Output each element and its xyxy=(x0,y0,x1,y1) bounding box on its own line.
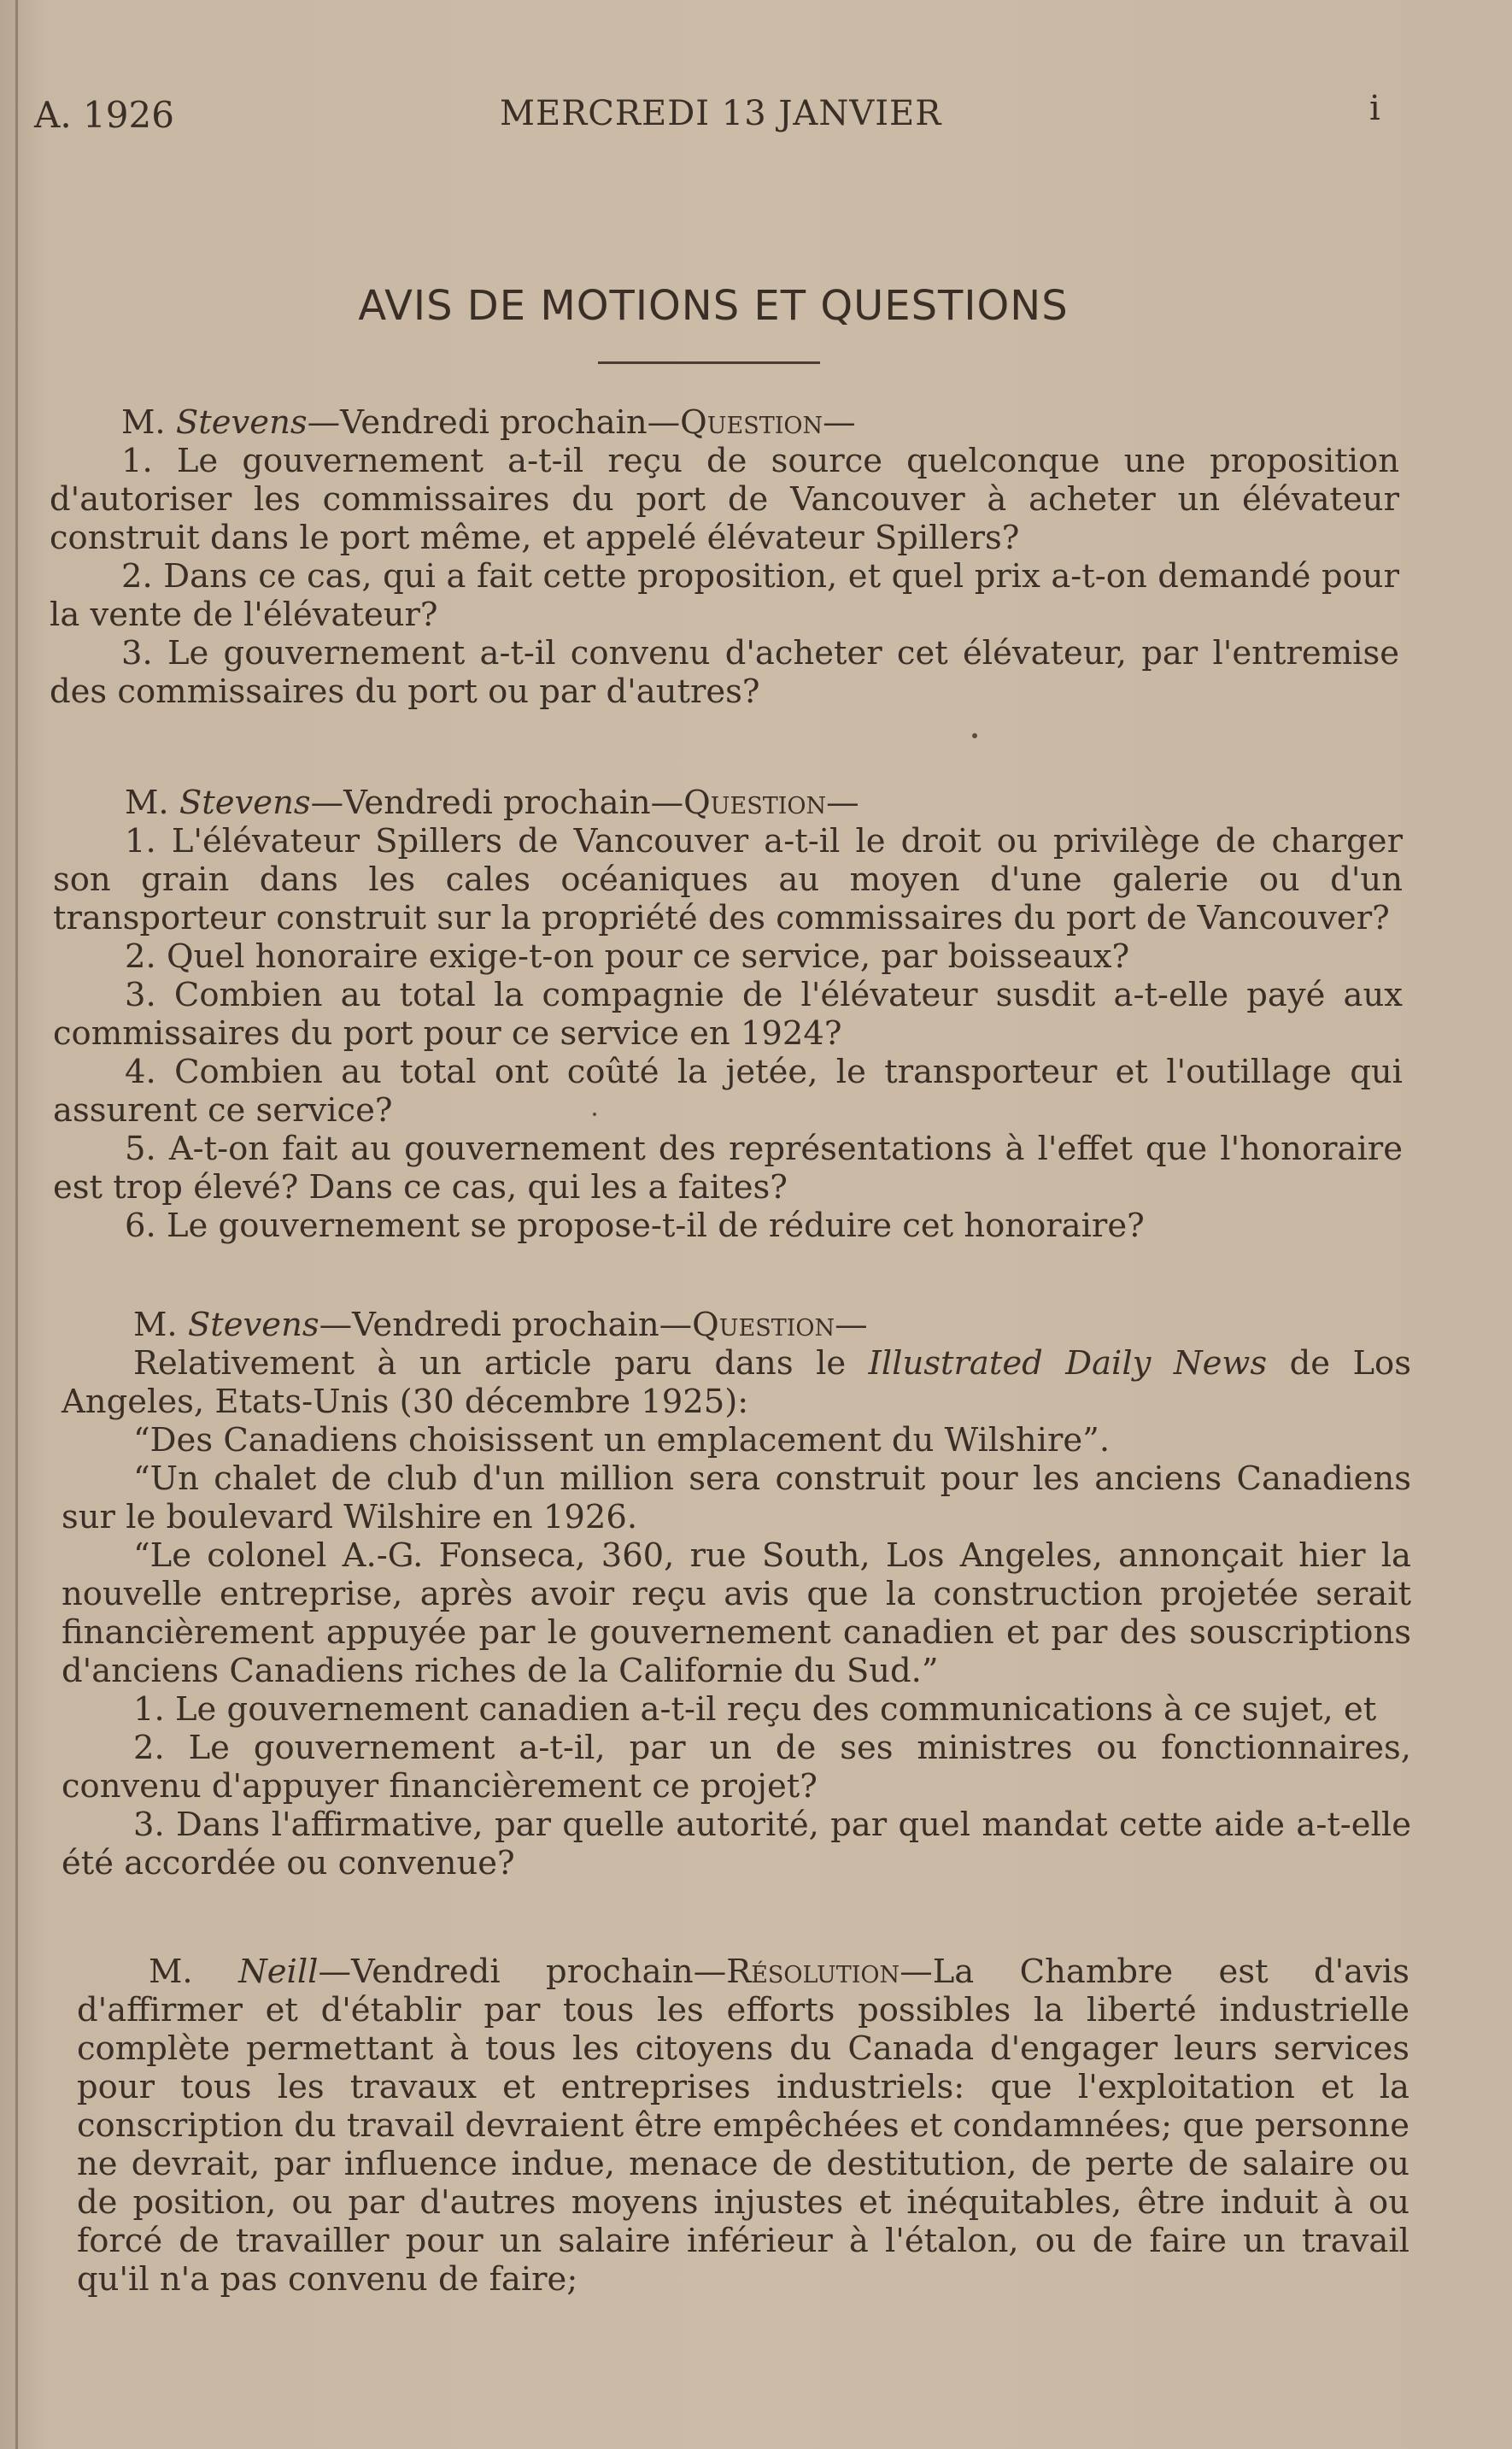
quoted-text: “Des Canadiens choisissent un emplacement du Wilshire”. xyxy=(133,1421,1111,1459)
question-item: 3. Le gouvernement a-t-il convenu d'acheter cet élévateur, par l'entremise des commissaires du port ou par d'autres? xyxy=(50,634,1399,711)
question-block-3 xyxy=(62,1306,1411,1882)
quoted-text: “Un chalet de club d'un million sera construit pour les anciens Canadiens sur le boulevard Wilshire en 1926. xyxy=(62,1459,1411,1536)
question-item: 2. Quel honoraire exige-t-on pour ce service, par boisseaux? xyxy=(125,937,1130,976)
question-item: 3. Combien au total la compagnie de l'élévateur susdit a-t-elle payé aux commissaires du port pour ce service en 1924? xyxy=(53,976,1403,1053)
newspaper-name: Illustrated Daily News xyxy=(868,1344,1268,1383)
member-name: Neill xyxy=(238,1953,319,1991)
resolution-block xyxy=(77,1953,1409,2299)
question-item: 1. Le gouvernement a-t-il reçu de source quelconque une proposition d'autoriser les commissaires du port de Vancouver à acheter un élévateur construit dans le port même, et appelé élévateur Spillers? xyxy=(50,442,1399,557)
page-title: AVIS DE MOTIONS ET QUESTIONS xyxy=(358,282,1069,330)
header-page-number: i xyxy=(1369,89,1380,128)
question-intro: Relativement à un article paru dans le Illustrated Daily News de Los Angeles, Etats-Unis (30 décembre 1925): xyxy=(62,1344,1411,1421)
question-item: 4. Combien au total ont coûté la jetée, le transporteur et l'outillage qui assurent ce service? xyxy=(53,1053,1403,1130)
header-session: A. 1926 xyxy=(34,94,174,136)
question-item: 1. Le gouvernement canadien a-t-il reçu des communications à ce sujet, et xyxy=(133,1690,1377,1729)
question-item: 3. Dans l'affirmative, par quelle autorité, par quel mandat cette aide a-t-elle été accordée ou convenue? xyxy=(62,1806,1411,1882)
resolution-text: M. Neill—Vendredi prochain—Résolution—La Chambre est d'avis d'affirmer et d'établir par tous les efforts possibles la liberté industrielle complète permettant à tous les citoyens du Canada d'engager leurs services pour tous les travaux et entreprises industriels: que l'exploitation et la conscription du travail devraient être empêchées et condamnées; que personne ne devrait, par influence indue, menace de destitution, de perte de salaire ou de position, ou par d'autres moyens injustes et inéquitables, être induit à ou forcé de travailler pour un salaire inférieur à l'étalon, ou de faire un travail qu'il n'a pas convenu de faire; xyxy=(77,1953,1409,2299)
question-heading: M. Stevens—Vendredi prochain—Question— xyxy=(125,784,859,822)
question-item: 2. Le gouvernement a-t-il, par un de ses ministres ou fonctionnaires, convenu d'appuyer financièrement ce projet? xyxy=(62,1729,1411,1806)
question-item: 1. L'élévateur Spillers de Vancouver a-t-il le droit ou privilège de charger son grain dans les cales océaniques au moyen d'une galerie ou d'un transporteur construit sur la propriété des commissaires du port de Vancouver? xyxy=(53,822,1403,937)
page-edge xyxy=(15,0,18,2449)
header-date: MERCREDI 13 JANVIER xyxy=(500,94,942,133)
question-block-2 xyxy=(53,784,1403,1245)
member-name: Stevens xyxy=(187,1306,319,1344)
quoted-text: “Le colonel A.-G. Fonseca, 360, rue South, Los Angeles, annonçait hier la nouvelle entreprise, après avoir reçu avis que la construction projetée serait financièrement appuyée par le gouvernement canadien et par des souscriptions d'anciens Canadiens riches de la Californie du Sud.” xyxy=(62,1536,1411,1690)
question-heading: M. Stevens—Vendredi prochain—Question— xyxy=(133,1306,868,1344)
print-speck xyxy=(593,1113,596,1116)
page-header xyxy=(34,89,1401,145)
resolution-label: Résolution xyxy=(726,1953,900,1991)
question-heading: M. Stevens—Vendredi prochain—Question— xyxy=(121,403,856,442)
title-rule xyxy=(598,361,820,364)
member-name: Stevens xyxy=(179,784,311,822)
question-item: 2. Dans ce cas, qui a fait cette proposition, et quel prix a-t-on demandé pour la vente de l'élévateur? xyxy=(50,557,1399,634)
member-name: Stevens xyxy=(175,403,308,442)
question-label: Question xyxy=(680,403,823,442)
question-label: Question xyxy=(683,784,827,822)
question-block-1 xyxy=(50,403,1399,711)
question-label: Question xyxy=(692,1306,835,1344)
question-item: 6. Le gouvernement se propose-t-il de réduire cet honoraire? xyxy=(125,1207,1145,1245)
print-speck xyxy=(972,733,977,738)
question-item: 5. A-t-on fait au gouvernement des représentations à l'effet que l'honoraire est trop élevé? Dans ce cas, qui les a faites? xyxy=(53,1130,1403,1207)
